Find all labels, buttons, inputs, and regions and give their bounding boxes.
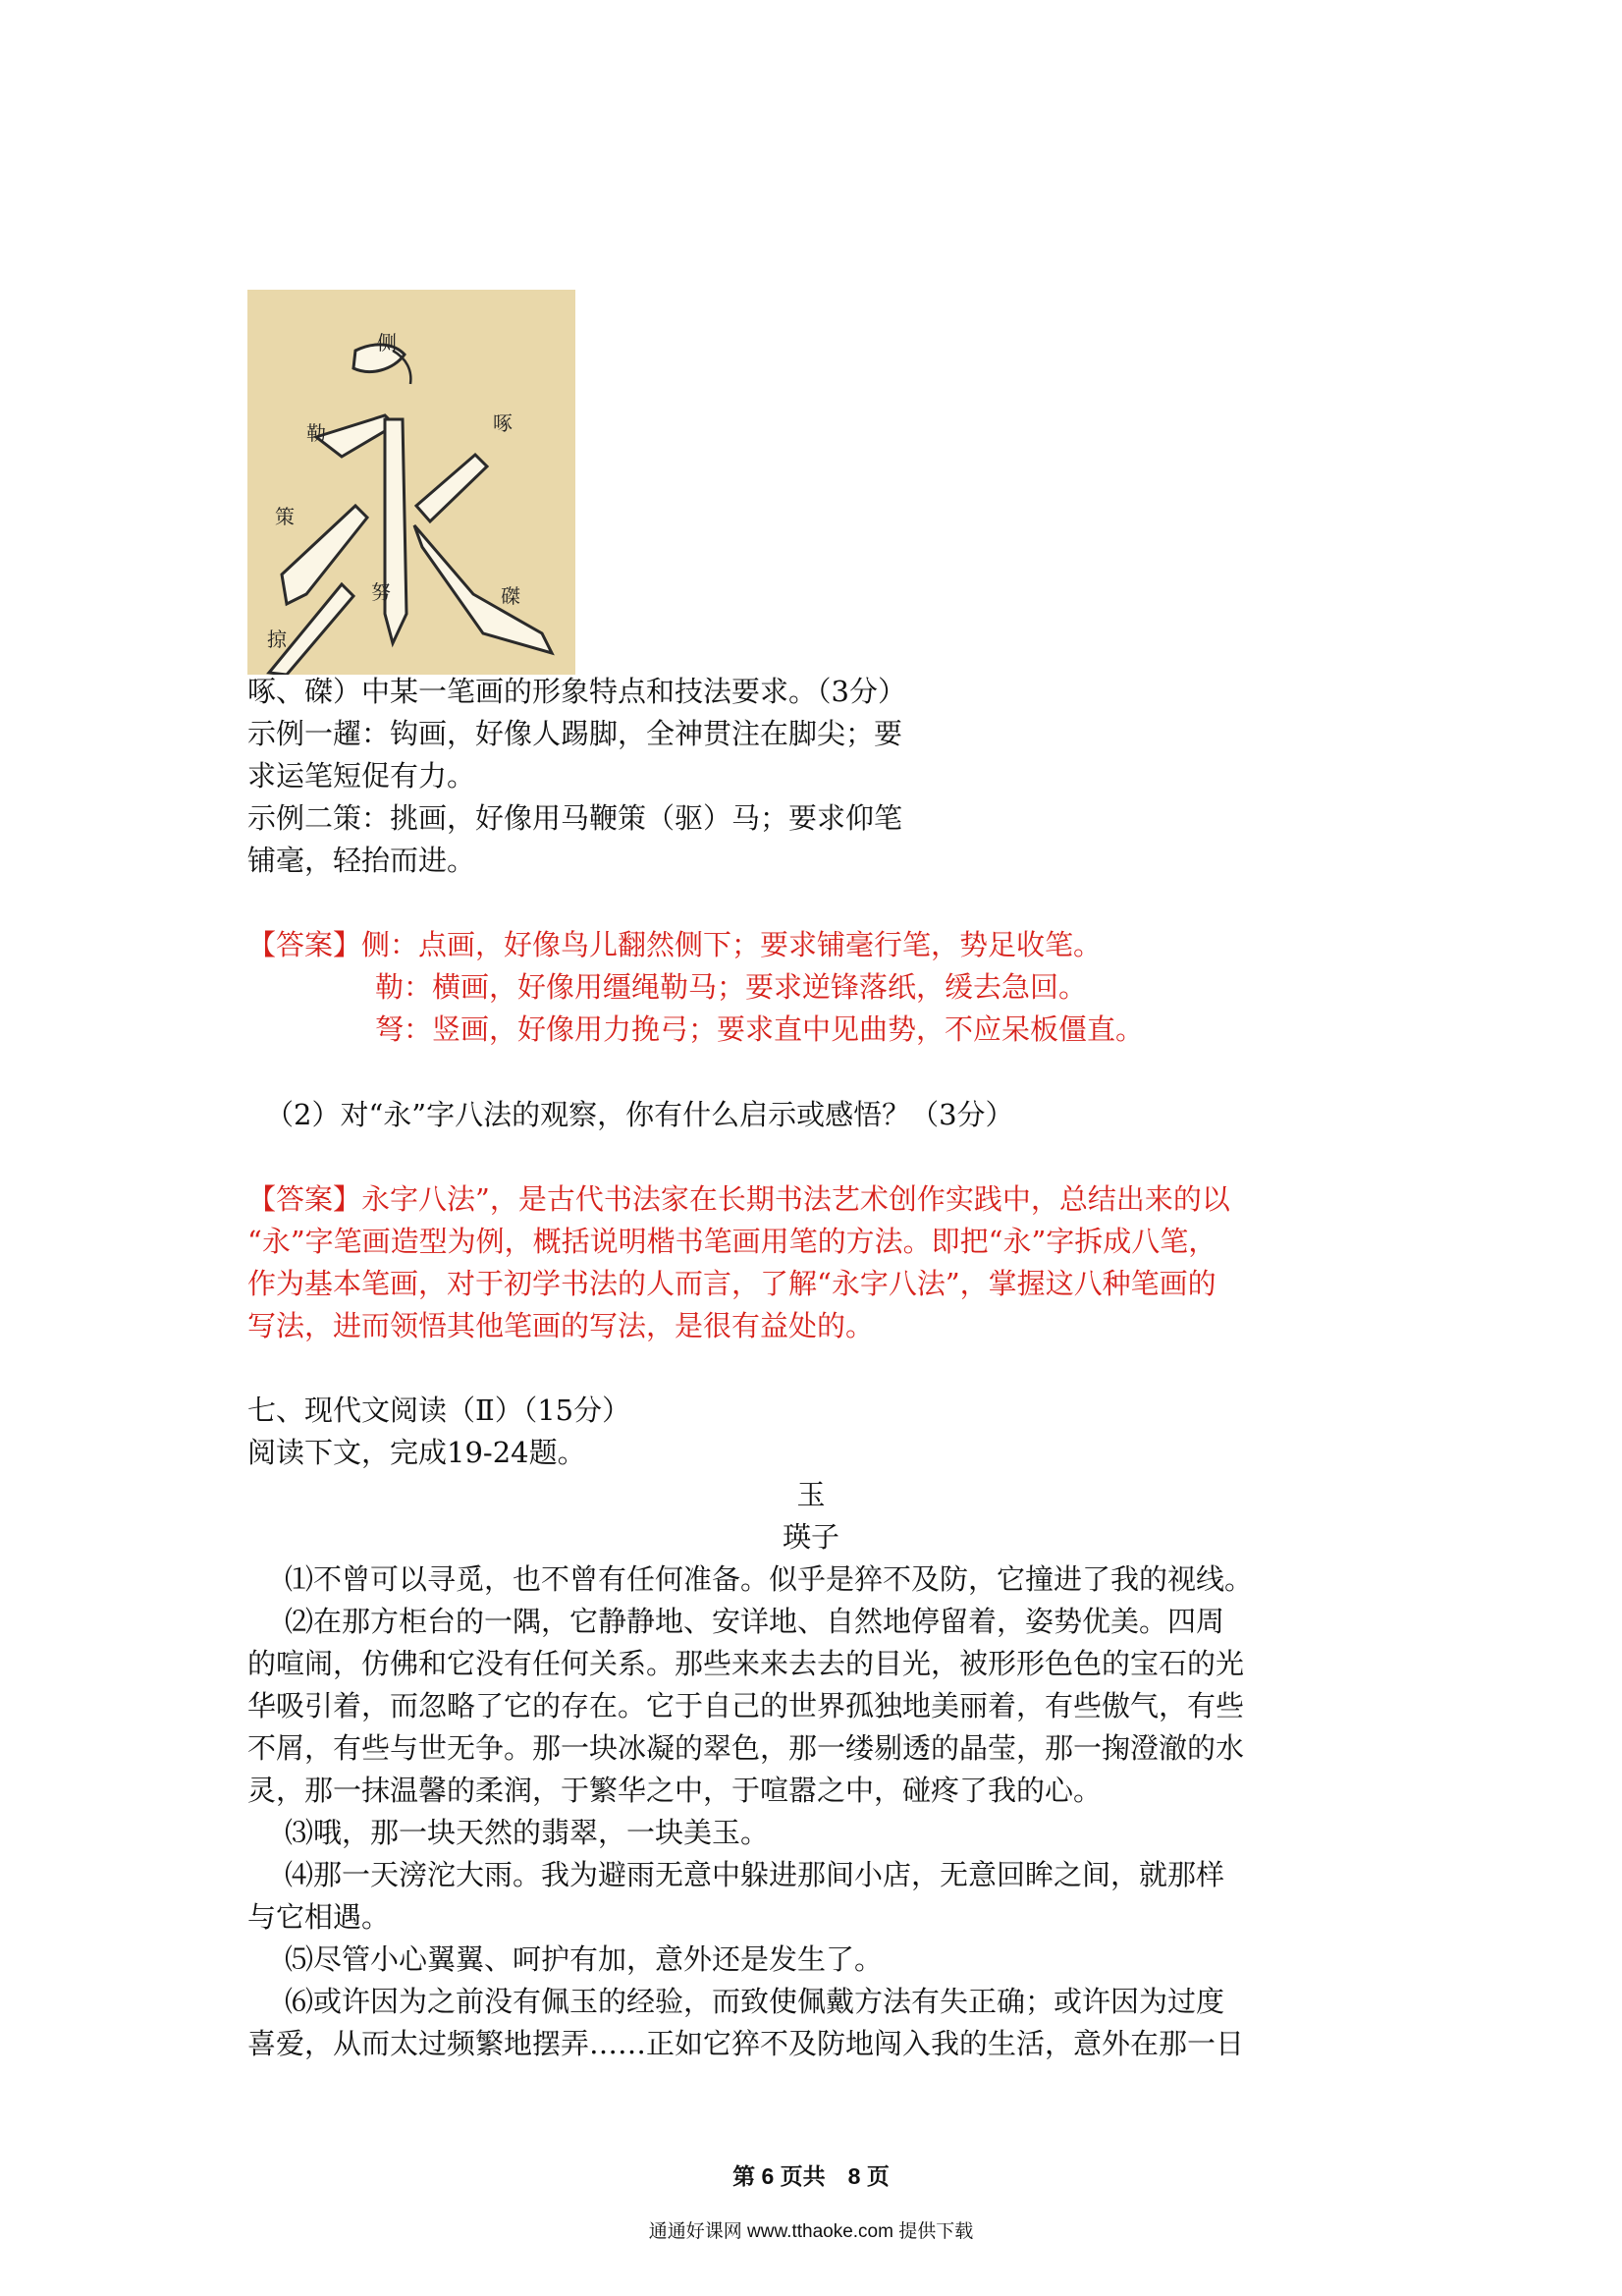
answer1-line2: 勒：横画，好像用缰绳勒马；要求逆锋落纸，缓去急回。 (375, 970, 1088, 1004)
answer2-text1: 永字八法”，是古代书法家在长期书法艺术创作实践中，总结出来的以 (361, 1182, 1230, 1216)
answer2-tag: 【答案】 (247, 1182, 362, 1216)
answer1-text1: 侧：点画，好像鸟儿翻然侧下；要求铺毫行笔，势足收笔。 (361, 928, 1103, 961)
yong-eight-strokes-figure (247, 290, 575, 675)
paragraph-line: 华吸引着，而忽略了它的存在。它于自己的世界孤独地美丽着，有些傲气，有些 (247, 1689, 1245, 1722)
label-ce2: 策 (275, 505, 295, 528)
label-le: 勒 (306, 421, 326, 445)
paragraph-line: 的喧闹，仿佛和它没有任何关系。那些来来去去的目光，被形形色色的宝石的光 (247, 1647, 1245, 1680)
label-lue: 掠 (267, 628, 287, 651)
answer2-line2: “永”字笔画造型为例，概括说明楷书笔画用笔的方法。即把“永”字拆成八笔， (247, 1225, 1217, 1258)
q1-example2-a: 示例二策：挑画，好像用马鞭策（驱）马；要求仰笔 (247, 801, 903, 835)
answer1-tag: 【答案】 (247, 928, 362, 961)
section7-instruction: 阅读下文，完成19-24题。 (247, 1436, 586, 1469)
label-zhuo: 啄 (493, 411, 513, 435)
paragraph-line: 与它相遇。 (247, 1900, 391, 1934)
q1-example1-a: 示例一趯：钩画，好像人踢脚，全神贯注在脚尖；要 (247, 717, 903, 750)
page-number: 第 6 页共 8 页 (732, 2163, 890, 2189)
paragraph-line: ⑹或许因为之前没有佩玉的经验，而致使佩戴方法有失正确；或许因为过度 (285, 1985, 1225, 2018)
paragraph-line: 不屑，有些与世无争。那一块冰凝的翠色，那一缕剔透的晶莹，那一掬澄澈的水 (247, 1731, 1245, 1765)
label-ce: 侧 (377, 331, 397, 355)
answer1-line1 (247, 924, 1102, 965)
answer1-line3: 弩：竖画，好像用力挽弓；要求直中见曲势，不应呆板僵直。 (375, 1012, 1145, 1046)
paragraph-line: 喜爱，从而太过频繁地摆弄……正如它猝不及防地闯入我的生活，意外在那一日 (247, 2027, 1245, 2060)
q1-example1-b: 求运笔短促有力。 (247, 759, 476, 793)
site-credit: 通通好课网 www.tthaoke.com 提供下载 (648, 2221, 974, 2242)
article-title: 玉 (796, 1478, 826, 1511)
answer2-line1 (247, 1178, 1230, 1220)
yong-character-illustration (247, 290, 575, 675)
paragraph-line: ⑵在那方柜台的一隅，它静静地、安详地、自然地停留着，姿势优美。四周 (285, 1605, 1225, 1638)
label-nu: 努 (371, 580, 391, 604)
paragraph-line: ⑷那一天滂沱大雨。我为避雨无意中躲进那间小店，无意回眸之间，就那样 (285, 1858, 1225, 1891)
answer2-line3: 作为基本笔画，对于初学书法的人而言，了解“永字八法”，掌握这八种笔画的 (247, 1267, 1216, 1300)
label-zhe: 磔 (501, 584, 520, 608)
q2-prompt: （2）对“永”字八法的观察，你有什么启示或感悟？（3分） (265, 1098, 1014, 1131)
answer2-line4: 写法，进而领悟其他笔画的写法，是很有益处的。 (247, 1309, 875, 1342)
q1-prompt: 啄、磔）中某一笔画的形象特点和技法要求。（3分） (247, 675, 906, 708)
section7-heading: 七、现代文阅读（Ⅱ）（15分） (247, 1394, 631, 1427)
paragraph-line: ⑴不曾可以寻觅，也不曾有任何准备。似乎是猝不及防，它撞进了我的视线。 (285, 1562, 1254, 1596)
q1-example2-b: 铺毫，轻抬而进。 (247, 844, 476, 877)
paragraph-line: ⑸尽管小心翼翼、呵护有加，意外还是发生了。 (285, 1942, 884, 1976)
paragraph-line: ⑶哦，那一块天然的翡翠，一块美玉。 (285, 1816, 770, 1849)
paragraph-line: 灵，那一抹温馨的柔润，于繁华之中，于喧嚣之中，碰疼了我的心。 (247, 1774, 1103, 1807)
article-author: 瑛子 (782, 1520, 839, 1554)
